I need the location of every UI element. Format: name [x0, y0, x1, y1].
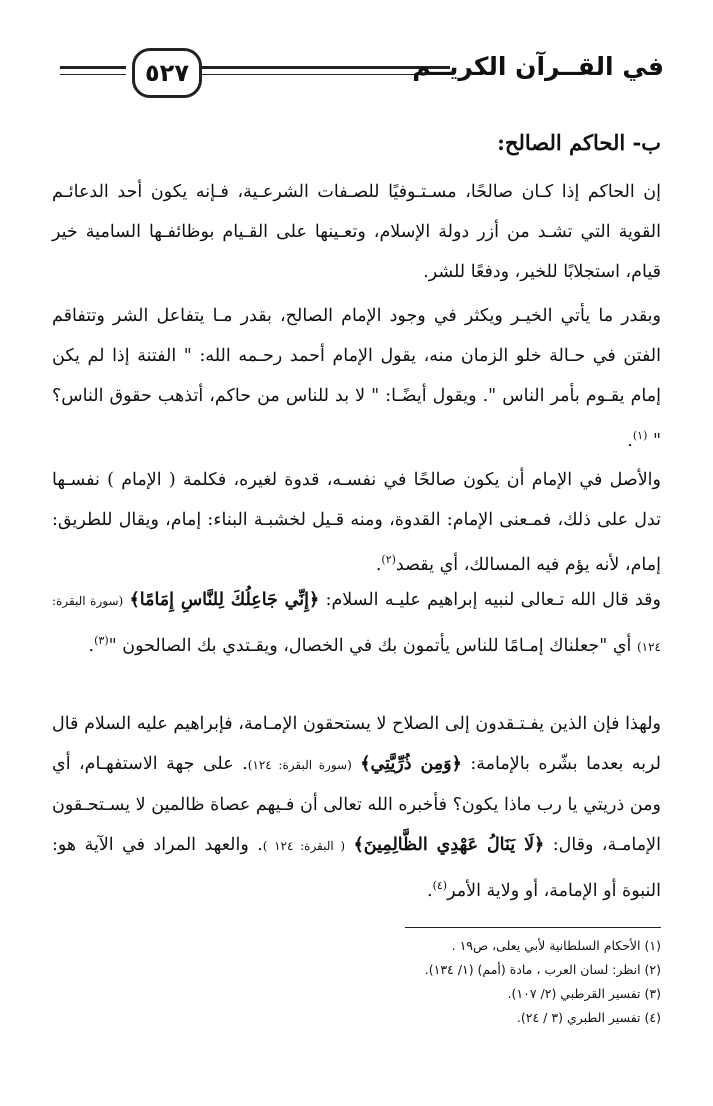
footnote-2: (٢) انظر: لسان العرب ، مادة (أمم) (١/ ١٣٤). [424, 962, 661, 977]
paragraph-1-text: إن الحاكم إذا كـان صالحًا، مسـتـوفيًا للصـفات الشرعـية، فـإنه يكون أحد الدعائـم القوية التي تشـد من أزر دولة الإسلام، وتعـينها على القـيام بوظائفـها السامية خير قيام، استجلابًا للخير، ودفعًا للشر. [52, 182, 661, 282]
verse-reference-2: (سورة البقرة: ١٢٤) [247, 758, 352, 772]
footnote-marker-3[interactable]: (٣) [94, 634, 109, 647]
paragraph-5-rest: . والعهد المراد في الآية هو: النبوة أو الإمامة، أو ولاية الأمر [52, 835, 661, 901]
quran-verse-1: ﴿إِنِّي جَاعِلُكَ لِلنَّاسِ إِمَامًا﴾ [129, 590, 320, 610]
footnote-marker-1[interactable]: (١) [632, 429, 648, 442]
paragraph-1 [52, 172, 661, 292]
paragraph-4-end: . [88, 635, 95, 656]
verse-reference-1: (سورة البقرة: ١٢٤) [52, 594, 661, 654]
paragraph-2-text: وبقدر ما يأتي الخيـر ويكثر في وجود الإمام الصالح، بقدر مـا يتفاعل الشر وتتفاقم الفتن في حـالة خلو الزمان منه، يقول الإمام أحمد رحـمه الله: " الفتنة إذا لم يكن إمام يقـوم بأمر الناس ". ويقول أيضًـا: " لا بد للناس من حاكم، أتذهب حقوق الناس؟ " [52, 306, 661, 451]
footnotes [52, 934, 661, 1030]
page-number: ٥٢٧ [145, 59, 189, 87]
paragraph-3 [52, 460, 661, 585]
page-number-box [132, 48, 202, 98]
paragraph-5-mid: . على جهة الاستفهـام، أي ومن ذريتي يا رب ماذا يكون؟ فأخبره الله تعالى أن فـيهم عصاة ظالمين لا يسـتحـقون الإمامـة، وقال: [52, 754, 661, 855]
paragraph-3-text: والأصل في الإمام أن يكون صالحًا في نفسـه، قدوة لغيره، فكلمة ( الإمام ) نفسـها تدل على ذلك، فمـعنى الإمام: القدوة، ومنه قـيل لخشبـة البناء: إمام، ويقال للطريق: إمام، لأنه يؤم فيه المسالك، أي يقصد [52, 470, 661, 575]
paragraph-5 [52, 704, 661, 911]
footnote-marker-2[interactable]: (٢) [381, 553, 396, 566]
paragraph-2 [52, 296, 661, 461]
footnote-3: (٣) تفسير القرطبي (٢/ ١٠٧). [507, 986, 661, 1001]
quran-verse-3: ﴿لَا يَنَالُ عَهْدِي الظَّالِمِينَ﴾ [353, 835, 545, 855]
paragraph-4-text: وقد قال الله تـعالى لنبيه إبراهيم عليـه السلام: [325, 590, 661, 610]
header-rule-left-bottom [60, 74, 126, 75]
footnote-divider [405, 927, 661, 928]
quran-verse-2: ﴿وَمِن ذُرِّيَّتِي﴾ [360, 754, 462, 774]
verse-reference-3: ( البقرة: ١٢٤ ) [262, 839, 346, 853]
footnote-1: (١) الأحكام السلطانية لأبي يعلى، ص١٩ . [451, 938, 661, 953]
footnote-4: (٤) تفسير الطبري (٣ / ٢٤). [516, 1010, 661, 1025]
paragraph-5-text: ولهذا فإن الذين يفـتـقدون إلى الصلاح لا يستحقون الإمـامة، فإبراهيم عليه السلام قال لربه بعدما بشّره بالإمامة: [52, 714, 662, 774]
page-header [60, 48, 664, 104]
paragraph-4 [52, 580, 661, 667]
paragraph-3-end: . [375, 554, 382, 575]
footnote-marker-4[interactable]: (٤) [432, 879, 448, 892]
paragraph-5-end: . [426, 880, 433, 901]
paragraph-4-rest: أي "جعلناك إمـامًا للناس يأتمون بك في الخصال، ويقـتدي بك الصالحون " [108, 635, 632, 656]
header-rule-left-top [60, 66, 126, 69]
book-title: في القــرآن الكريــم [412, 52, 664, 81]
section-heading: ب- الحاكم الصالح: [497, 130, 661, 155]
paragraph-2-end: . [627, 430, 633, 451]
